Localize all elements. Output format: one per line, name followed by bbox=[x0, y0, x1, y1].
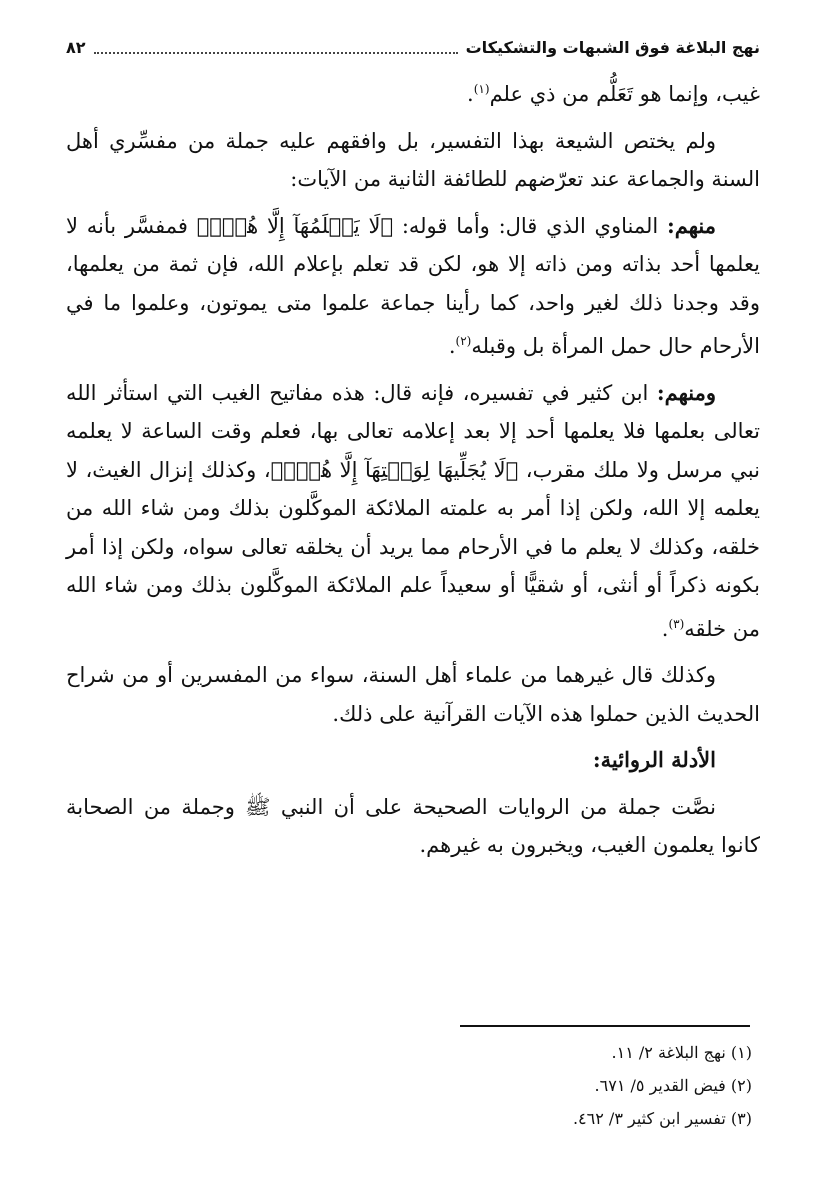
page-body bbox=[66, 70, 760, 873]
paragraph-4 bbox=[66, 374, 760, 649]
paragraph-text: المناوي الذي قال: وأما قوله: ﴿لَا يَعۡلَمُهَآ إِلَّا هُوَۚ﴾ فمفسَّر بأنه لا يعلمها أحد بذاته ومن ذاته إلا هو، لكن قد تعلم بإعلام الله، فإن ثمة من يعلمها، وقد وجدنا ذلك لغير واحد، كما رأينا جماعة علموا متى يموتون، وعلموا ما في الأرحام حال حمل المرأة بل وقبله bbox=[66, 213, 760, 358]
footnote-ref: (٢) bbox=[455, 334, 472, 348]
paragraph-text: وكذلك قال غيرهما من علماء أهل السنة، سواء من المفسرين أو من شراح الحديث الذين حملوا هذه الآيات القرآنية على ذلك. bbox=[66, 663, 760, 726]
paragraph-2 bbox=[66, 122, 760, 199]
header-leader-dots bbox=[94, 42, 458, 54]
page-header bbox=[66, 30, 760, 64]
paragraph-1 bbox=[66, 70, 760, 114]
footnote-ref: (١) bbox=[473, 82, 490, 96]
footnotes bbox=[440, 1036, 752, 1135]
paragraph-text: ابن كثير في تفسيره، فإنه قال: هذه مفاتيح الغيب التي استأثر الله تعالى بعلمها فلا يعلمها أحد إلا بعد إعلامه تعالى بها، فعلم وقت الساعة لا يعلمه نبي مرسل ولا ملك مقرب، ﴿لَا يُجَلِّيهَا لِوَقۡتِهَآ إِلَّا هُوَۚ﴾، وكذلك إنزال الغيث، لا يعلمه إلا الله، ولكن إذا أمر به علمته الملائكة الموكَّلون بذلك ومن شاء الله من خلقه، وكذلك لا يعلم ما في الأرحام مما يريد أن يخلقه تعالى سواه، ولكن إذا أمر بكونه ذكراً أو أنثى، أو شقيًّا أو سعيداً علم الملائكة الموكَّلون بذلك ومن شاء الله من خلقه bbox=[66, 380, 760, 641]
paragraph-5 bbox=[66, 656, 760, 733]
page-number: ٨٢ bbox=[66, 37, 86, 57]
paragraph-lead: ومنهم: bbox=[656, 379, 716, 405]
closing-paragraph: نصَّت جملة من الروايات الصحيحة على أن النبي ﷺ وجملة من الصحابة كانوا يعلمون الغيب، ويخبرون به غيرهم. bbox=[66, 794, 760, 857]
running-title: نهج البلاغة فوق الشبهات والتشكيكات bbox=[465, 37, 760, 57]
paragraph-3 bbox=[66, 207, 760, 366]
footnote-divider bbox=[460, 1025, 750, 1027]
paragraph-tail: . bbox=[467, 82, 474, 106]
footnote-3: (٣) تفسير ابن كثير ٣/ ٤٦٢. bbox=[572, 1109, 752, 1128]
paragraph-tail: . bbox=[448, 334, 456, 358]
paragraph-tail: . bbox=[661, 616, 669, 641]
paragraph-text: غيب، وإنما هو تَعَلُّم من ذي علم bbox=[489, 82, 760, 106]
footnote-2: (٢) فيض القدير ٥/ ٦٧١. bbox=[594, 1076, 752, 1095]
footnote-ref: (٣) bbox=[668, 616, 685, 631]
section-heading: الأدلة الروائية: bbox=[592, 747, 716, 772]
footnote-1: (١) نهج البلاغة ٢/ ١١. bbox=[611, 1043, 752, 1062]
paragraph-lead: منهم: bbox=[667, 212, 716, 238]
paragraph-text: ولم يختص الشيعة بهذا التفسير، بل وافقهم عليه جملة من مفسِّري أهل السنة والجماعة عند تعرّضهم للطائفة الثانية من الآيات: bbox=[66, 128, 760, 191]
